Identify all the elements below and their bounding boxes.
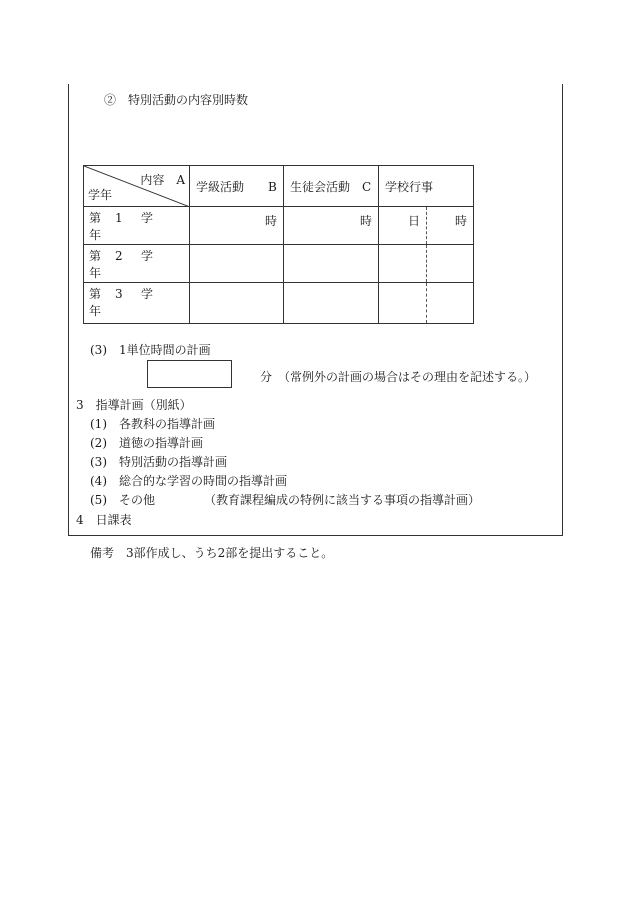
corner-content-label: 内容 A	[140, 173, 185, 187]
grade3-class-activities-hours[interactable]	[190, 283, 284, 324]
unit-time-heading: (3) 1単位時間の計画	[90, 343, 211, 357]
daily-schedule-heading: 4 日課表	[76, 513, 132, 527]
guidance-item: (3) 特別活動の指導計画	[90, 455, 227, 469]
header-school-events: 学校行事	[379, 166, 474, 207]
special-activities-hours-table	[83, 165, 474, 324]
guidance-item: (1) 各教科の指導計画	[90, 417, 215, 431]
grade3-school-events-days[interactable]	[379, 283, 427, 324]
grade3-school-events-hours[interactable]	[427, 283, 474, 324]
section-heading-special-activities: ② 特別活動の内容別時数	[104, 93, 249, 107]
grade-row-label: 第 1 学年	[84, 207, 190, 245]
grade2-school-events-days[interactable]	[379, 245, 427, 283]
grade1-school-events-days[interactable]: 日	[379, 207, 427, 245]
guidance-item: (2) 道徳の指導計画	[90, 436, 203, 450]
grade-row-label: 第 2 学年	[84, 245, 190, 283]
grade2-school-events-hours[interactable]	[427, 245, 474, 283]
grade2-class-activities-hours[interactable]	[190, 245, 284, 283]
corner-grade-label: 学年	[88, 188, 113, 202]
guidance-item: (4) 総合的な学習の時間の指導計画	[90, 474, 287, 488]
grade1-school-events-hours[interactable]: 時	[427, 207, 474, 245]
grade2-student-council-hours[interactable]	[284, 245, 379, 283]
table-corner-cell	[84, 166, 190, 207]
guidance-plan-heading: 3 指導計画（別紙）	[76, 398, 192, 412]
minutes-note: 分 （常例外の計画の場合はその理由を記述する。）	[260, 370, 537, 384]
grade1-class-activities-hours[interactable]: 時	[190, 207, 284, 245]
header-student-council: 生徒会活動 C	[284, 166, 379, 207]
grade1-student-council-hours[interactable]: 時	[284, 207, 379, 245]
minutes-input-box[interactable]	[147, 360, 232, 388]
header-class-activities: 学級活動 B	[190, 166, 284, 207]
guidance-item-other-note: （教育課程編成の特例に該当する事項の指導計画）	[204, 493, 481, 507]
grade3-student-council-hours[interactable]	[284, 283, 379, 324]
grade-row-label: 第 3 学年	[84, 283, 190, 324]
remarks-note: 備考 3部作成し、うち2部を提出すること。	[90, 546, 334, 560]
guidance-item-other: (5) その他	[90, 493, 155, 507]
